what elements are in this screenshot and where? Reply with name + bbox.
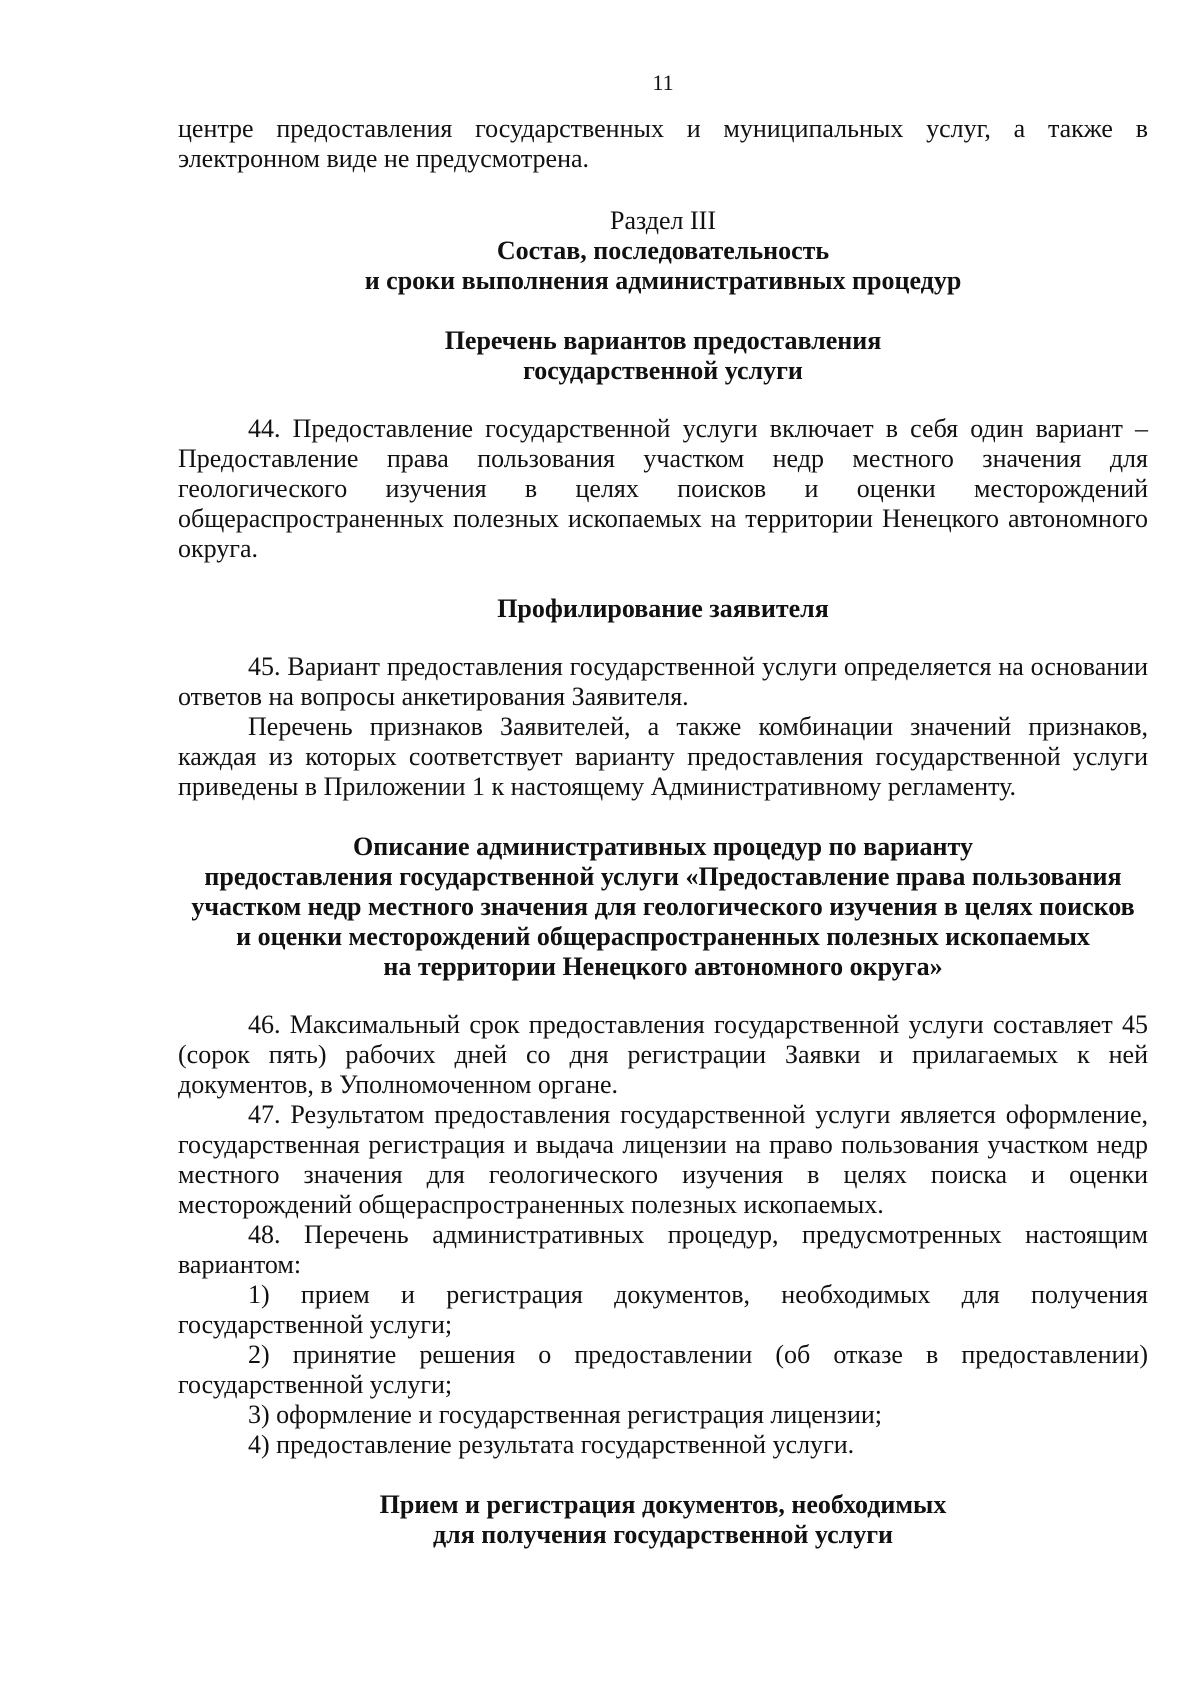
heading-reception-line-2: для получения государственной услуги — [432, 1520, 894, 1549]
page-number: 11 — [652, 70, 674, 95]
heading-desc-line-1: Описание административных процедур по варианту — [353, 832, 973, 861]
heading-desc-line-3: участком недр местного значения для геологического изучения в целях поисков — [191, 892, 1135, 921]
heading-profiling: Профилирование заявителя — [497, 594, 829, 623]
section-label: Раздел III — [609, 206, 717, 235]
list-item-3: 3) оформление и государственная регистрация лицензии; — [248, 1400, 882, 1429]
list-item-2: 2) принятие решения о предоставлении (об отказе в предоставлении) государственной услуги; — [178, 1340, 1148, 1399]
heading-desc-line-4: и оценки месторождений общераспространенных полезных ископаемых — [236, 922, 1090, 951]
paragraph-46: 46. Максимальный срок предоставления государственной услуги составляет 45 (сорок пять) рабочих дней со дня регистрации Заявки и прилагаемых к ней документов, в Уполномоченном органе. — [178, 1010, 1148, 1099]
section-title-line-1: Состав, последовательность — [496, 236, 830, 265]
heading-procedures-description — [178, 832, 1148, 982]
paragraph-47: 47. Результатом предоставления государственной услуги является оформление, государственная регистрация и выдача лицензии на право пользования участком недр местного значения для геологического изучения в целях поиска и оценки месторождений общераспространенных полезных ископаемых. — [178, 1100, 1148, 1219]
intro-continuation-paragraph: центре предоставления государственных и муниципальных услуг, а также в электронном виде не предусмотрена. — [178, 114, 1148, 173]
list-item-4: 4) предоставление результата государственной услуги. — [248, 1430, 855, 1459]
list-item-1: 1) прием и регистрация документов, необходимых для получения государственной услуги; — [178, 1280, 1148, 1339]
paragraph-44: 44. Предоставление государственной услуги включает в себя один вариант – Предоставление права пользования участком недр местного значения для геологического изучения в целях поисков и оценки месторождений общераспространенных полезных ископаемых на территории Ненецкого автономного округа. — [178, 414, 1148, 563]
heading-reception — [178, 1490, 1148, 1550]
heading-desc-line-2: предоставления государственной услуги «Предоставление права пользования — [204, 862, 1122, 891]
heading-variants-line-1: Перечень вариантов предоставления — [444, 326, 882, 355]
paragraph-48: 48. Перечень административных процедур, предусмотренных настоящим вариантом: — [178, 1220, 1148, 1279]
heading-desc-line-5: на территории Ненецкого автономного округа» — [383, 952, 943, 981]
heading-variants-line-2: государственной услуги — [523, 356, 803, 385]
heading-reception-line-1: Прием и регистрация документов, необходимых — [379, 1490, 947, 1519]
paragraph-45-continued: Перечень признаков Заявителей, а также комбинации значений признаков, каждая из которых соответствует варианту предоставления государственной услуги приведены в Приложении 1 к настоящему Административному регламенту. — [178, 712, 1148, 801]
section-title — [178, 236, 1148, 296]
paragraph-45: 45. Вариант предоставления государственной услуги определяется на основании ответов на вопросы анкетирования Заявителя. — [178, 652, 1148, 711]
heading-variants — [178, 326, 1148, 386]
section-title-line-2: и сроки выполнения административных процедур — [364, 266, 962, 295]
